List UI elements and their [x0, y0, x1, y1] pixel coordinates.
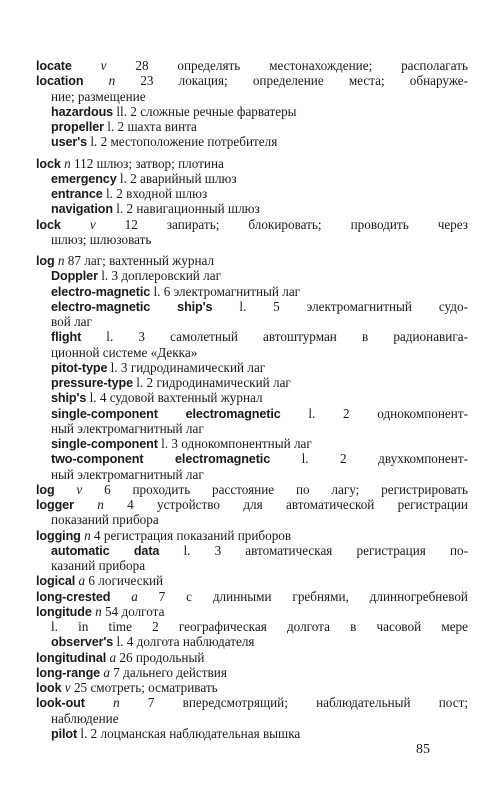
definition-text: 6 логический — [85, 573, 164, 589]
definition-text: наблюдение — [51, 710, 119, 726]
entry-line — [36, 119, 468, 134]
definition-text: 112 шлюз; затвор; плотина — [70, 155, 224, 171]
part-of-speech: n — [108, 73, 116, 89]
definition-text: 7 дальнего действия — [109, 664, 227, 680]
entry-line — [36, 201, 468, 216]
headword: long-range — [36, 665, 101, 680]
headword: navigation — [51, 202, 113, 217]
headword: long-crested — [36, 589, 111, 604]
part-of-speech: n — [84, 527, 91, 543]
definition-text: l. 3 самолетный автоштурман в радионавига- — [81, 329, 468, 345]
headword: logger — [36, 498, 74, 512]
headword: single-component electromagnetic — [51, 406, 281, 421]
entry-line — [36, 360, 468, 375]
definition-text: 23 локация; определение места; обнаруже- — [115, 73, 468, 89]
definition-text: l. 6 электромагнитный лаг — [150, 283, 301, 299]
page-number: 85 — [416, 742, 430, 757]
entry-line — [36, 104, 468, 119]
definition-text: l. 3 гидродинамический лаг — [107, 359, 266, 375]
headword: user's — [51, 135, 88, 150]
part-of-speech: n — [57, 253, 65, 268]
part-of-speech: a — [103, 664, 110, 680]
headword: log — [36, 254, 55, 268]
entry-line — [36, 695, 468, 710]
definition-text: ционной системе «Декка» — [51, 344, 198, 360]
entry-line — [36, 650, 468, 665]
headword: logging — [36, 528, 81, 543]
entry-line — [36, 253, 468, 268]
dictionary-entries — [36, 58, 468, 741]
entry-line — [36, 482, 468, 497]
part-of-speech: n — [95, 603, 102, 619]
headword: locate — [36, 59, 72, 73]
entry-line — [36, 604, 468, 619]
entry-line — [36, 512, 468, 527]
headword: observer's — [51, 635, 114, 650]
headword: two-component electromagnetic — [51, 452, 271, 467]
entry-line — [36, 406, 468, 421]
headword: log — [36, 482, 55, 497]
headword: longitudinal — [36, 650, 107, 665]
entry-line — [36, 58, 468, 73]
definition-text: ный электромагнитный лаг — [51, 420, 204, 436]
entry-line — [36, 345, 468, 360]
definition-text: 26 продольный — [116, 649, 205, 665]
headword: flight — [51, 330, 82, 345]
definition-text: l. 2 шахта винта — [104, 119, 197, 134]
definition-text: вой лаг — [51, 314, 92, 329]
entry-line — [36, 171, 468, 186]
entry-line — [36, 217, 468, 232]
headword: hazardous — [51, 104, 114, 119]
definition-text: 12 запирать; блокировать; проводить через — [95, 216, 468, 232]
definition-text: l. 2 двухкомпонент- — [270, 451, 468, 467]
entry-line — [36, 665, 468, 680]
part-of-speech: n — [64, 155, 71, 171]
headword: pilot — [51, 726, 78, 741]
entry-line — [36, 329, 468, 344]
entry-line — [36, 284, 468, 299]
entry-line — [36, 390, 468, 405]
headword: look-out — [36, 696, 85, 711]
entry-line — [36, 268, 468, 283]
definition-text: l. 4 судовой вахтенный журнал — [86, 390, 263, 406]
entry-line — [36, 156, 468, 171]
definition-text: l. 3 доплеровский лаг — [97, 268, 221, 284]
entry-line — [36, 573, 468, 588]
definition-text: l. 2 местоположение потребителя — [87, 134, 278, 150]
definition-text: ll. 2 сложные речные фарватеры — [113, 103, 297, 119]
headword: electro-magnetic — [51, 284, 151, 299]
definition-text: l. 2 лоцманская наблюдательная вышка — [77, 725, 301, 741]
definition-text: ный электромагнитный лаг — [51, 466, 204, 482]
headword: ship's — [51, 391, 87, 406]
definition-text: 25 смотреть; осматривать — [70, 680, 218, 695]
definition-text: 6 проходить расстояние по лагу; регистрировать — [82, 481, 468, 497]
headword: look — [36, 681, 62, 695]
headword: single-component — [51, 437, 158, 451]
definition-text: 28 определять местонахождение; располагать — [106, 58, 468, 73]
entry-line — [36, 73, 468, 88]
definition-text: казаний прибора — [51, 558, 146, 573]
part-of-speech: a — [78, 573, 86, 589]
headword: Doppler — [51, 269, 98, 284]
definition-text: 7 впередсмотрящий; наблюдательный пост; — [119, 695, 468, 711]
entry-line — [36, 299, 468, 314]
headword: lock — [36, 156, 61, 171]
definition-text: 54 долгота — [101, 603, 165, 619]
definition-text: 7 с длинными гребнями, длинногребневой — [137, 588, 468, 604]
part-of-speech: v — [100, 58, 107, 73]
headword: logical — [36, 574, 76, 589]
entry-line — [36, 232, 468, 247]
headword: longitude — [36, 604, 92, 619]
entry-line — [36, 711, 468, 726]
entry-line — [36, 497, 468, 512]
headword: location — [36, 74, 84, 89]
definition-text: l. 3 однокомпонентный лаг — [157, 436, 312, 451]
definition-text: l. 2 навигационный шлюз — [112, 201, 260, 217]
definition-text: l. 2 аварийный шлюз — [116, 170, 237, 186]
definition-text: 4 устройство для автоматической регистрации — [103, 497, 468, 512]
definition-text: 87 лаг; вахтенный журнал — [64, 253, 215, 268]
entry-line — [36, 421, 468, 436]
entry-line — [36, 558, 468, 573]
entry-line — [36, 543, 468, 558]
headword: pressure-type — [51, 376, 133, 390]
entry-line — [36, 451, 468, 466]
part-of-speech: v — [89, 216, 96, 232]
headword: propeller — [51, 120, 104, 134]
definition-text: l. 4 долгота наблюдателя — [113, 634, 255, 650]
definition-text: l. 2 однокомпонент- — [280, 405, 468, 421]
headword: electro-magnetic ship's — [51, 299, 213, 314]
entry-line — [36, 726, 468, 741]
headword: lock — [36, 217, 61, 232]
headword: automatic data — [51, 543, 160, 558]
entry-line — [36, 89, 468, 104]
entry-line — [36, 589, 468, 604]
headword: pitot-type — [51, 360, 108, 375]
part-of-speech: v — [76, 481, 83, 497]
entry-line — [36, 375, 468, 390]
entry-line — [36, 436, 468, 451]
entry-line — [36, 680, 468, 695]
definition-text: показаний прибора — [51, 512, 159, 528]
definition-text: 4 регистрация показаний приборов — [90, 527, 292, 543]
definition-text: ние; размещение — [51, 88, 146, 104]
headword: emergency — [51, 171, 117, 186]
entry-line — [36, 467, 468, 482]
entry-line — [36, 619, 468, 634]
entry-line — [36, 186, 468, 201]
part-of-speech: n — [113, 695, 120, 711]
part-of-speech: v — [64, 680, 71, 695]
definition-text: шлюз; шлюзовать — [51, 231, 152, 247]
entry-line — [36, 314, 468, 329]
headword: entrance — [51, 187, 103, 201]
definition-text: l. 5 электромагнитный судо- — [212, 298, 468, 314]
part-of-speech: a — [131, 588, 138, 604]
definition-text: l. 3 автоматическая регистрация по- — [159, 542, 468, 558]
definition-text: l. in time 2 географическая долгота в часовой мере — [51, 619, 468, 634]
definition-text: l. 2 гидродинамический лаг — [133, 375, 291, 390]
part-of-speech: a — [109, 649, 117, 665]
entry-line — [36, 134, 468, 149]
entry-line — [36, 634, 468, 649]
entry-line — [36, 528, 468, 543]
definition-text: l. 2 входной шлюз — [102, 186, 208, 201]
part-of-speech: n — [97, 497, 104, 512]
